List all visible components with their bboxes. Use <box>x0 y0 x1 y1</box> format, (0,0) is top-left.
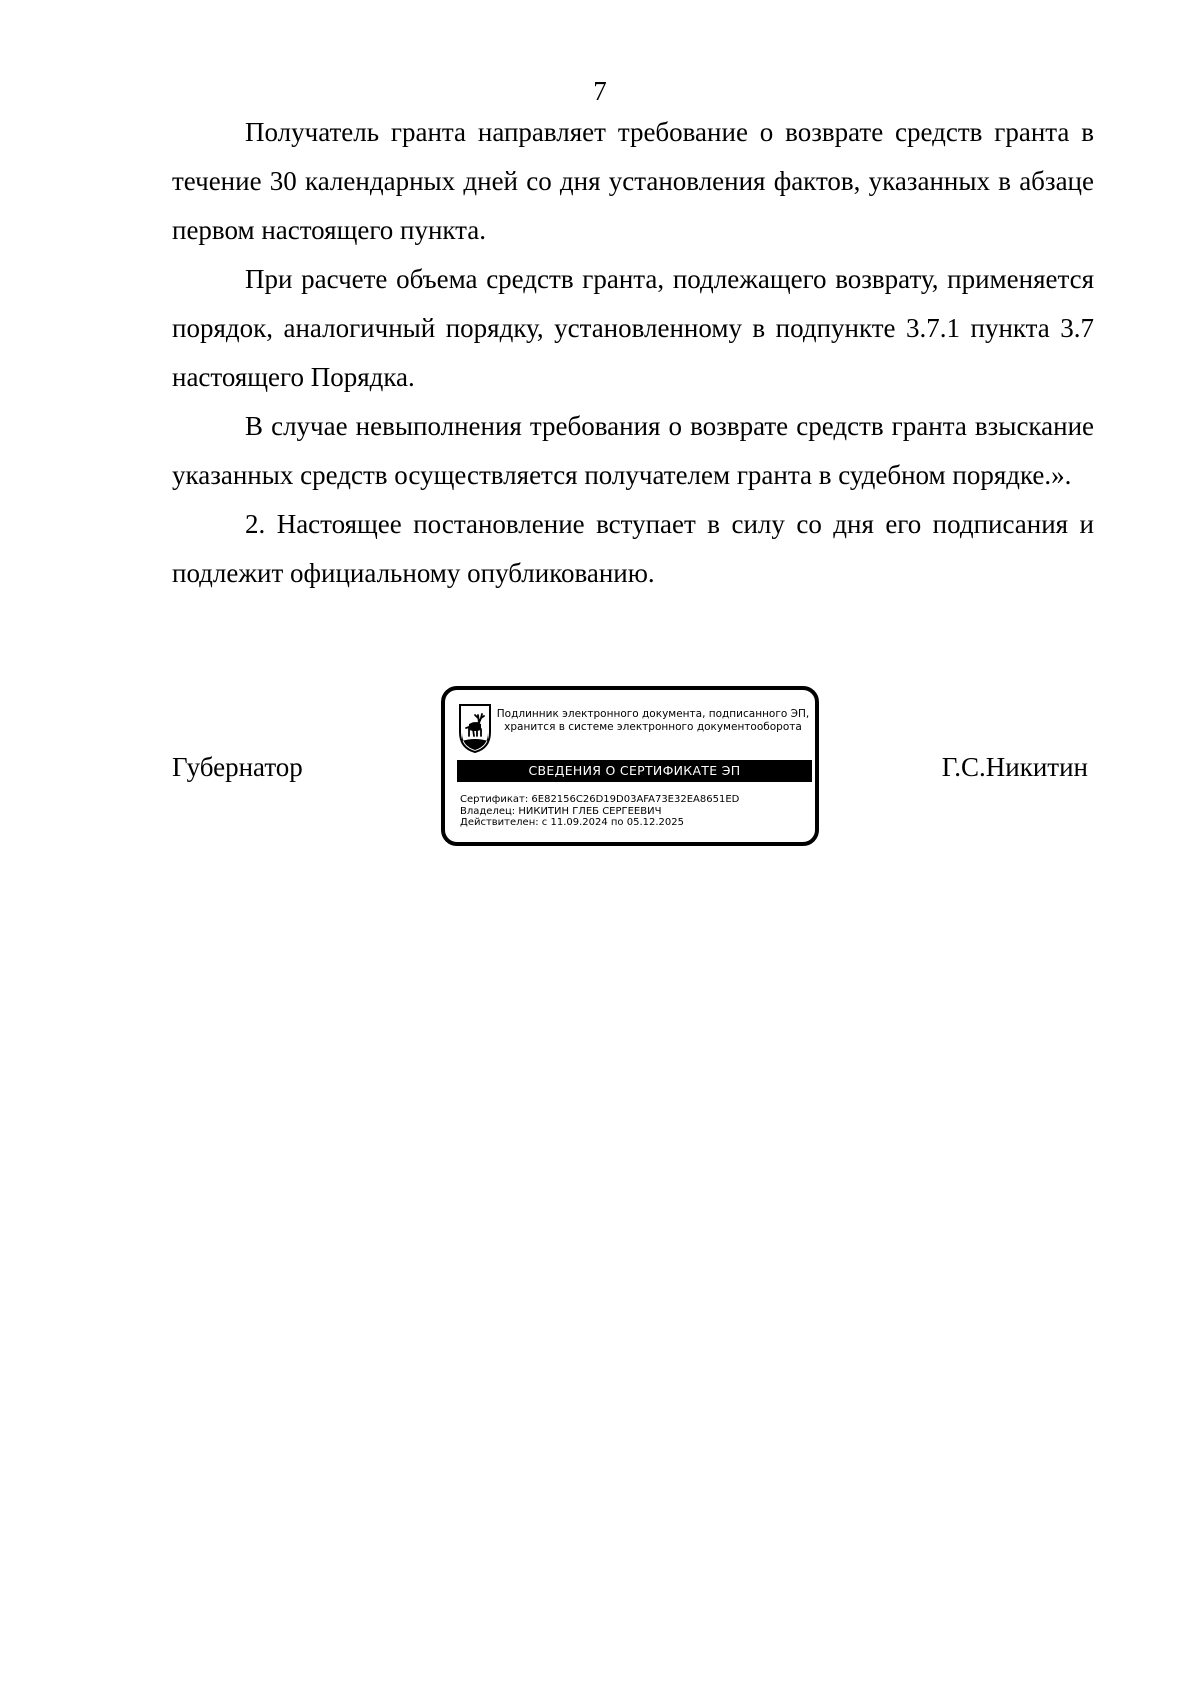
paragraph-entry-into-force: 2. Настоящее постановление вступает в силу со дня его подписания и подлежит официальному опубликованию. <box>172 509 1094 588</box>
signatory-name: Г.С.Никитин <box>941 752 1088 782</box>
certificate-owner: Владелец: НИКИТИН ГЛЕБ СЕРГЕЕВИЧ <box>460 805 662 817</box>
paragraph-court-recovery: В случае невыполнения требования о возврате средств гранта взыскание указанных средств осуществляется получателем гранта в судебном порядке.». <box>172 411 1094 490</box>
document-body <box>172 108 1094 598</box>
certificate-validity: Действителен: с 11.09.2024 по 05.12.2025 <box>460 817 684 828</box>
certificate-number: Сертификат: 6E82156C26D19D03AFA73E32EA8651ED <box>460 794 740 805</box>
signature-block <box>172 686 1094 856</box>
paragraph-grant-return-demand: Получатель гранта направляет требование о возврате средств гранта в течение 30 календарных дней со дня установления фактов, указанных в абзаце первом настоящего пункта. <box>172 117 1094 245</box>
certificate-details <box>460 794 739 829</box>
page-number: 7 <box>593 76 607 106</box>
stamp-notice-line: хранится в системе электронного документооборота <box>504 721 802 733</box>
stamp-notice <box>493 708 813 734</box>
deer-coat-of-arms-icon <box>457 702 493 754</box>
paragraph-return-calculation: При расчете объема средств гранта, подлежащего возврату, применяется порядок, аналогичный порядку, установленному в подпункте 3.7.1 пункта 3.7 настоящего Порядка. <box>172 264 1094 392</box>
stamp-notice-line: Подлинник электронного документа, подписанного ЭП, <box>496 708 810 720</box>
signatory-position: Губернатор <box>172 752 303 782</box>
electronic-signature-stamp <box>441 686 819 846</box>
stamp-header: СВЕДЕНИЯ О СЕРТИФИКАТЕ ЭП <box>457 760 812 782</box>
